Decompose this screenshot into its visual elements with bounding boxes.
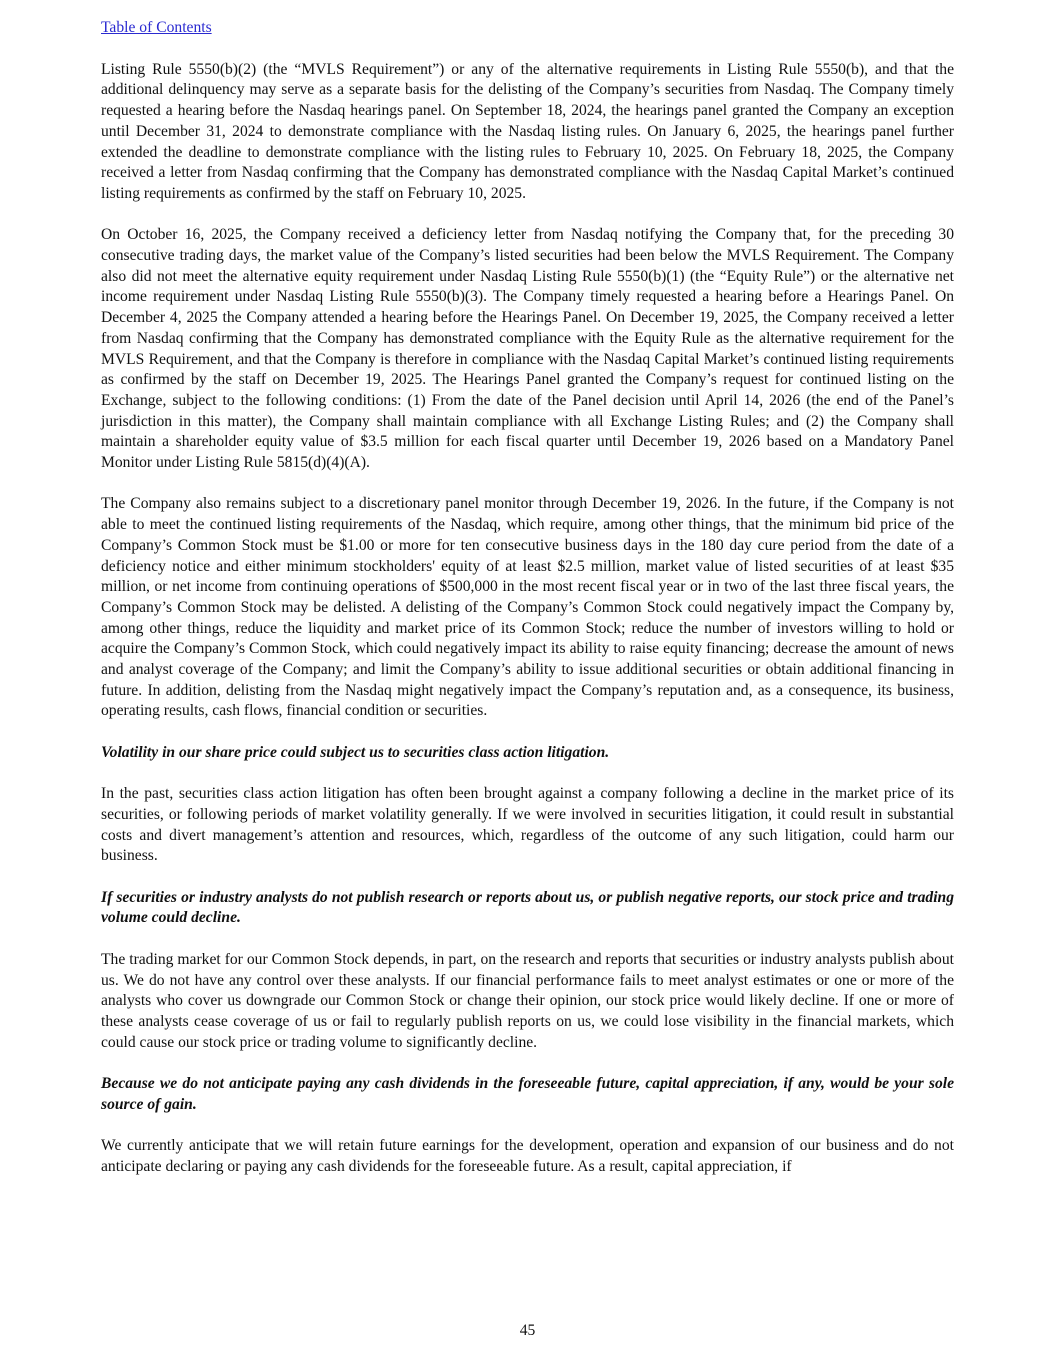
document-page	[101, 18, 954, 1198]
risk-heading-volatility: Volatility in our share price could subject us to securities class action litigation.	[101, 743, 610, 761]
table-of-contents-link[interactable]: Table of Contents	[101, 19, 212, 36]
paragraph-mvls-compliance-history: Listing Rule 5550(b)(2) (the “MVLS Requirement”) or any of the alternative requirements in Listing Rule 5550(b), and that the additional delinquency may serve as a separate basis for the delisting of the Company’s securities from Nasdaq. The Company timely requested a hearing before the Nasdaq hearings panel. On September 18, 2024, the hearings panel granted the Company an exception until December 31, 2024 to demonstrate compliance with the Nasdaq listing rules. On January 6, 2025, the hearings panel further extended the deadline to demonstrate compliance with the listing rules to February 10, 2025. On February 18, 2025, the Company received a letter from Nasdaq confirming that the Company has demonstrated compliance with the Nasdaq Capital Market’s continued listing requirements as confirmed by the staff on February 10, 2025.	[101, 60, 954, 202]
paragraph-october-deficiency-letter: On October 16, 2025, the Company received a deficiency letter from Nasdaq notifying the Company that, for the preceding 30 consecutive trading days, the market value of the Company’s listed securities had been below the MVLS Requirement. The Company also did not meet the alternative equity requirement under Nasdaq Listing Rule 5550(b)(1) (the “Equity Rule”) or the alternative net income requirement under Nasdaq Listing Rule 5550(b)(3). The Company timely requested a hearing before a Hearings Panel. On December 4, 2025 the Company attended a hearing before the Hearings Panel. On December 19, 2025, the Company received a letter from Nasdaq confirming that the Company has demonstrated compliance with the Equity Rule as the alternative requirement for the MVLS Requirement, and that the Company is therefore in compliance with the Nasdaq Capital Market’s continued listing requirements as confirmed by the staff on December 19, 2025. The Hearings Panel granted the Company’s request for continued listing on the Exchange, subject to the following conditions: (1) From the date of the Panel decision until April 14, 2026 (the end of the Panel’s jurisdiction in this matter), the Company shall maintain compliance with all Exchange Listing Rules; and (2) the Company shall maintain a shareholder equity value of $3.5 million for each fiscal quarter until December 19, 2026 based on a Mandatory Panel Monitor under Listing Rule 5815(d)(4)(A).	[101, 226, 954, 472]
paragraph-analyst-coverage: The trading market for our Common Stock depends, in part, on the research and reports that securities or industry analysts publish about us. We do not have any control over these analysts. If our financial performance fails to meet analyst estimates or one or more of the analysts who cover us downgrade our Common Stock or change their opinion, our stock price would likely decline. If one or more of these analysts cease coverage of us or fail to regularly publish reports on us, we could lose visibility in the financial markets, which could cause our stock price or trading volume to significantly decline.	[101, 950, 954, 1051]
page-number: 45	[519, 1322, 536, 1339]
paragraph-dividends: We currently anticipate that we will retain future earnings for the development, operation and expansion of our business and do not anticipate declaring or paying any cash dividends for the foreseeable future. As a result, capital appreciation, if	[101, 1137, 954, 1175]
risk-heading-dividends: Because we do not anticipate paying any cash dividends in the foreseeable future, capital appreciation, if any, would be your sole source of gain.	[101, 1075, 954, 1113]
paragraph-class-action-litigation: In the past, securities class action litigation has often been brought against a company following a decline in the market price of its securities, or following periods of market volatility generally. If we were involved in securities litigation, it could result in substantial costs and divert management’s attention and resources, which, regardless of the outcome of any such litigation, could harm our business.	[101, 785, 954, 865]
risk-heading-analyst-coverage: If securities or industry analysts do not publish research or reports about us, or publish negative reports, our stock price and trading volume could decline.	[101, 888, 954, 927]
paragraph-delisting-risk: The Company also remains subject to a discretionary panel monitor through December 19, 2026. In the future, if the Company is not able to meet the continued listing requirements of the Nasdaq, which require, among other things, that the minimum bid price of the Company’s Common Stock must be $1.00 or more for ten consecutive business days in the 180 day cure period from the date of a deficiency notice and either minimum stockholders' equity of at least $2.5 million, market value of listed securities of at least $35 million, or net income from continuing operations of $500,000 in the most recent fiscal year or in two of the last three fiscal years, the Company’s Common Stock may be delisted. A delisting of the Company’s Common Stock could negatively impact the Company by, among other things, reduce the liquidity and market price of its Common Stock; reduce the number of investors willing to hold or acquire the Company’s Common Stock, which could negatively impact its ability to raise equity financing; decrease the amount of news and analyst coverage of the Company; and limit the Company’s ability to issue additional securities or obtain additional financing in future. In addition, delisting from the Nasdaq might negatively impact the Company’s reputation and, as a consequence, its business, operating results, cash flows, financial condition or securities.	[101, 495, 954, 720]
